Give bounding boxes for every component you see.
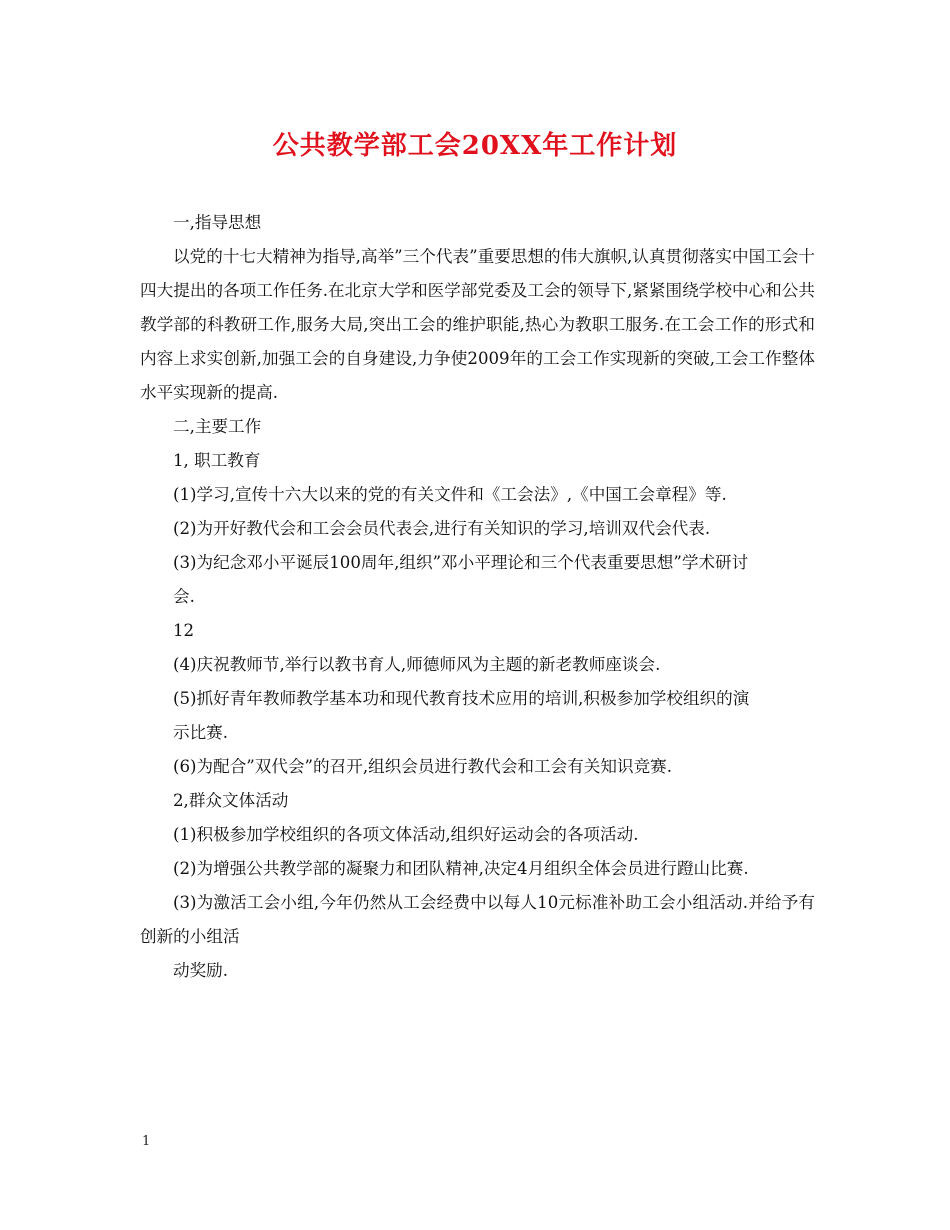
list-item-education-1: (1)学习,宣传十六大以来的党的有关文件和《工会法》,《中国工会章程》等.: [173, 485, 727, 504]
list-item-education-3: (3)为纪念邓小平诞辰100周年,组织”邓小平理论和三个代表重要思想”学术研讨: [173, 553, 749, 572]
document-body: [140, 206, 815, 988]
subsection-heading-cultural-activities: 2,群众文体活动: [173, 791, 289, 810]
list-item-education-3-continuation: 会.: [173, 587, 195, 606]
list-item-activities-3: (3)为激活工会小组,今年仍然从工会经费中以每人10元标准补助工会小组活动.并给予有创新的小组活: [140, 893, 815, 946]
section-heading-main-work: 二,主要工作: [173, 417, 262, 436]
list-item-education-5-continuation: 示比赛.: [173, 723, 229, 742]
document-title: 公共教学部工会20XX年工作计划: [272, 131, 678, 161]
list-item-education-4: (4)庆祝教师节,举行以教书育人,师德师风为主题的新老教师座谈会.: [173, 655, 661, 674]
subsection-heading-staff-education: 1, 职工教育: [173, 451, 261, 470]
list-item-education-6: (6)为配合”双代会”的召开,组织会员进行教代会和工会有关知识竞赛.: [173, 757, 673, 776]
list-item-education-2: (2)为开好教代会和工会会员代表会,进行有关知识的学习,培训双代会代表.: [173, 519, 711, 538]
list-item-activities-1: (1)积极参加学校组织的各项文体活动,组织好运动会的各项活动.: [173, 825, 639, 844]
list-item-education-5: (5)抓好青年教师教学基本功和现代教育技术应用的培训,积极参加学校组织的演: [173, 689, 750, 708]
section-heading-guiding-ideology: 一,指导思想: [173, 213, 262, 232]
page-number: 1: [142, 1134, 151, 1149]
stray-number-text: 12: [173, 621, 195, 640]
list-item-activities-3-continuation: 动奖励.: [173, 961, 229, 980]
paragraph-guiding-ideology: 以党的十七大精神为指导,高举”三个代表”重要思想的伟大旗帜,认真贯彻落实中国工会十四大提出的各项工作任务.在北京大学和医学部党委及工会的领导下,紧紧围绕学校中心和公共教学部的科教研工作,服务大局,突出工会的维护职能,热心为教职工服务.在工会工作的形式和内容上求实创新,加强工会的自身建设,力争使2009年的工会工作实现新的突破,工会工作整体水平实现新的提高.: [140, 247, 815, 402]
list-item-activities-2: (2)为增强公共教学部的凝聚力和团队精神,决定4月组织全体会员进行蹬山比赛.: [173, 859, 749, 878]
